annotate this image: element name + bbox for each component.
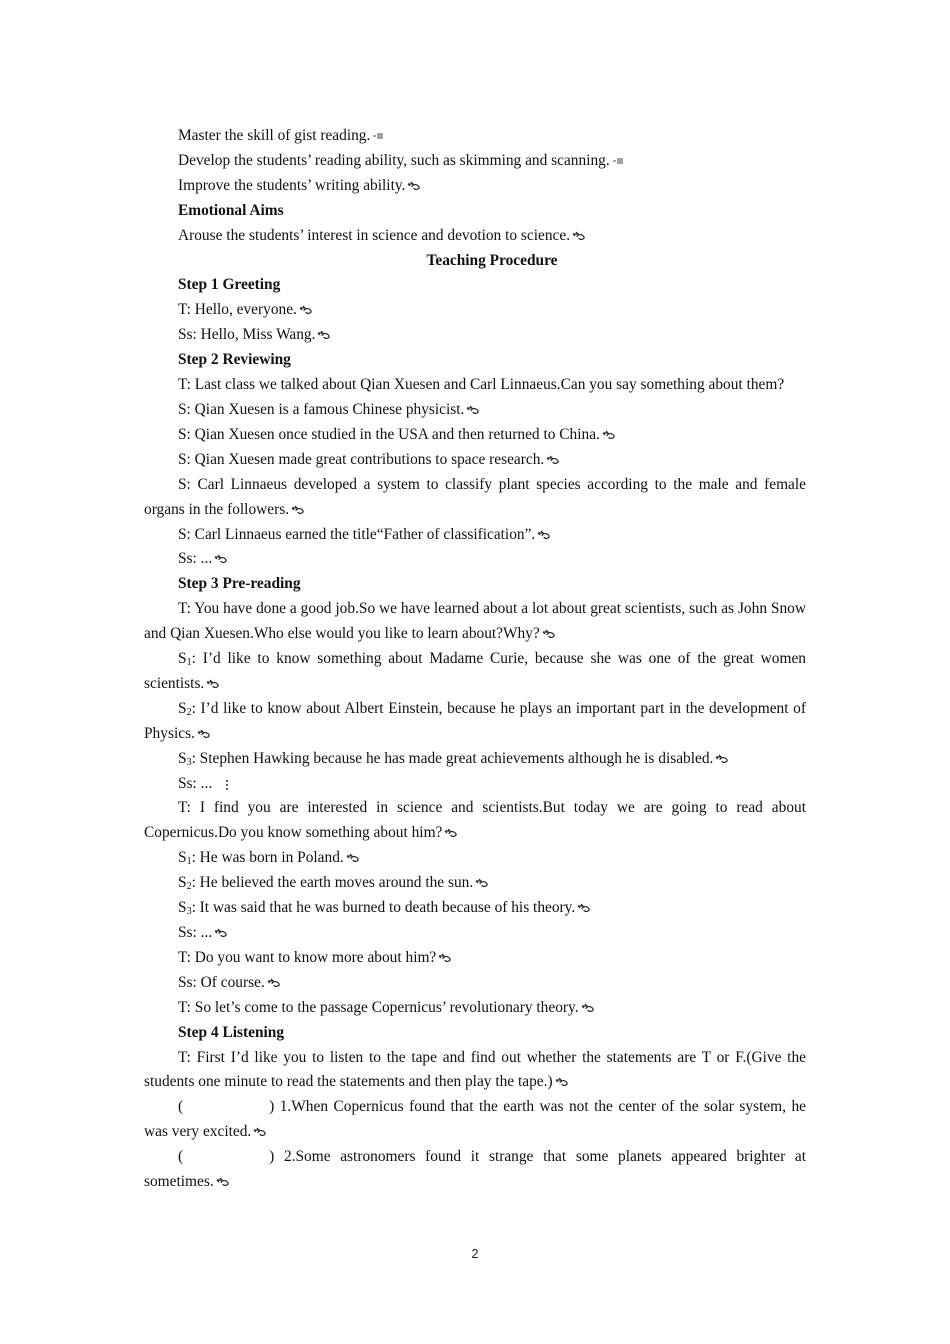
dialogue-line	[144, 996, 806, 1021]
vertical-ellipsis-icon	[224, 779, 237, 789]
speaker: S	[178, 849, 187, 867]
dialogue-line	[144, 871, 806, 896]
text: Develop the students’ reading ability, such as skimming and scanning.	[178, 151, 610, 169]
text: : I’d like to know something about Madame Curie, because she was one of the great women scientists.	[144, 650, 806, 692]
text: Ss: ...	[178, 550, 213, 568]
return-mark-icon	[214, 554, 227, 564]
text: : He believed the earth moves around the sun.	[191, 874, 474, 892]
text: T: Do you want to know more about him?	[178, 948, 437, 966]
return-mark-icon	[555, 1077, 568, 1087]
question-line	[144, 1145, 806, 1195]
text: : He was born in Poland.	[191, 849, 344, 867]
text: Ss: Of course.	[178, 973, 265, 991]
dialogue-line	[144, 971, 806, 996]
text: T: Hello, everyone.	[178, 301, 297, 319]
text: S: Qian Xuesen is a famous Chinese physicist.	[178, 400, 465, 418]
return-mark-icon	[572, 231, 585, 241]
speaker: S	[178, 650, 187, 668]
dialogue-line	[144, 323, 806, 348]
dialogue-line	[144, 747, 806, 772]
dialogue-line	[144, 523, 806, 548]
return-mark-icon	[197, 729, 210, 739]
document-body	[144, 124, 806, 1195]
text: T: You have done a good job.So we have learned about a lot about great scientists, such as John Snow and Qian Xuesen.Who else would you like to learn about?Why?	[144, 600, 806, 643]
text: : It was said that he was burned to death because of his theory.	[191, 899, 576, 917]
return-mark-icon	[299, 305, 312, 315]
return-mark-icon	[407, 181, 420, 191]
dialogue-line	[144, 921, 806, 946]
page-number: 2	[471, 1247, 479, 1261]
text: Arouse the students’ interest in science and devotion to science.	[178, 226, 571, 244]
return-mark-icon	[253, 1127, 266, 1137]
text: ) 1.When Copernicus found that the earth was not the center of the solar system, he was very excited.	[144, 1098, 806, 1141]
dialogue-line	[144, 1046, 806, 1096]
text: : Stephen Hawking because he has made great achievements although he is disabled.	[191, 749, 714, 767]
return-mark-icon	[475, 878, 488, 888]
return-mark-icon	[546, 455, 559, 465]
dialogue-line	[144, 796, 806, 846]
paragraph-mark-icon	[612, 156, 625, 166]
text: S: Carl Linnaeus developed a system to classify plant species according to the male and female organs in the followers.	[144, 475, 806, 518]
dialogue-line	[144, 697, 806, 747]
text: ) 2.Some astronomers found it strange that some planets appeared brighter at sometimes.	[144, 1148, 806, 1191]
answer-bracket: (	[178, 1148, 184, 1166]
return-mark-icon	[216, 1177, 229, 1187]
text: Ss: Hello, Miss Wang.	[178, 326, 316, 344]
return-mark-icon	[346, 853, 359, 863]
dialogue-line	[144, 398, 806, 423]
speaker-index: 3	[186, 756, 192, 768]
text: Ss: ...	[178, 924, 213, 941]
dialogue-line	[144, 846, 806, 871]
return-mark-icon	[537, 530, 550, 540]
return-mark-icon	[291, 505, 304, 515]
step-heading: Step 2 Reviewing	[178, 351, 291, 369]
speaker: S	[178, 899, 187, 917]
speaker-index: 1	[186, 856, 192, 868]
dialogue-line	[144, 547, 806, 572]
dialogue-line	[144, 473, 806, 523]
text: T: I find you are interested in science and scientists.But today we are going to read about Copernicus.Do you know something about him?	[144, 799, 806, 842]
aim-line	[144, 174, 806, 199]
step-heading: Step 3 Pre-reading	[178, 575, 301, 593]
return-mark-icon	[267, 978, 280, 988]
step-heading: Step 4 Listening	[178, 1023, 285, 1041]
return-mark-icon	[438, 953, 451, 963]
text: S: Qian Xuesen once studied in the USA and then returned to China.	[178, 425, 600, 443]
text: T: First I’d like you to listen to the tape and find out whether the statements are T or F.(Give the students one minute to read the statements and then play the tape.)	[144, 1048, 806, 1091]
return-mark-icon	[602, 430, 615, 440]
text: Master the skill of gist reading.	[178, 127, 371, 144]
text: Improve the students’ writing ability.	[178, 176, 406, 194]
dialogue-line	[144, 946, 806, 971]
dialogue-line	[144, 597, 806, 647]
text: T: Last class we talked about Qian Xuesen and Carl Linnaeus.Can you say something about them?	[178, 376, 785, 394]
return-mark-icon	[577, 903, 590, 913]
text: S: Qian Xuesen made great contributions to space research.	[178, 450, 545, 468]
dialogue-line	[144, 647, 806, 697]
text: S: Carl Linnaeus earned the title“Father of classification”.	[178, 525, 536, 543]
return-mark-icon	[715, 754, 728, 764]
speaker: S	[178, 749, 187, 767]
aim-line	[144, 124, 806, 149]
return-mark-icon	[466, 405, 479, 415]
speaker: S	[178, 699, 187, 717]
text: : I’d like to know about Albert Einstein, because he plays an important part in the development of Physics.	[144, 699, 806, 742]
step-heading: Step 1 Greeting	[178, 276, 281, 294]
dialogue-line	[144, 448, 806, 473]
return-mark-icon	[214, 928, 227, 938]
return-mark-icon	[581, 1003, 594, 1013]
speaker-index: 2	[186, 706, 192, 718]
dialogue-line	[144, 772, 806, 797]
text: T: So let’s come to the passage Copernicus’ revolutionary theory.	[178, 998, 579, 1016]
aim-line	[144, 224, 806, 249]
return-mark-icon	[542, 629, 555, 639]
question-line	[144, 1095, 806, 1145]
paragraph-mark-icon	[372, 131, 385, 141]
speaker-index: 1	[186, 657, 192, 669]
aim-line	[144, 149, 806, 174]
speaker-index: 2	[186, 881, 192, 893]
dialogue-line	[144, 896, 806, 921]
answer-bracket: (	[178, 1098, 184, 1116]
text: Ss: ...	[178, 774, 213, 792]
dialogue-line	[144, 373, 806, 398]
speaker-index: 3	[186, 906, 192, 918]
procedure-title: Teaching Procedure	[426, 251, 558, 269]
section-heading: Emotional Aims	[178, 201, 284, 219]
dialogue-line	[144, 423, 806, 448]
speaker: S	[178, 874, 187, 892]
return-mark-icon	[444, 828, 457, 838]
return-mark-icon	[206, 679, 219, 689]
return-mark-icon	[317, 330, 330, 340]
dialogue-line	[144, 298, 806, 323]
